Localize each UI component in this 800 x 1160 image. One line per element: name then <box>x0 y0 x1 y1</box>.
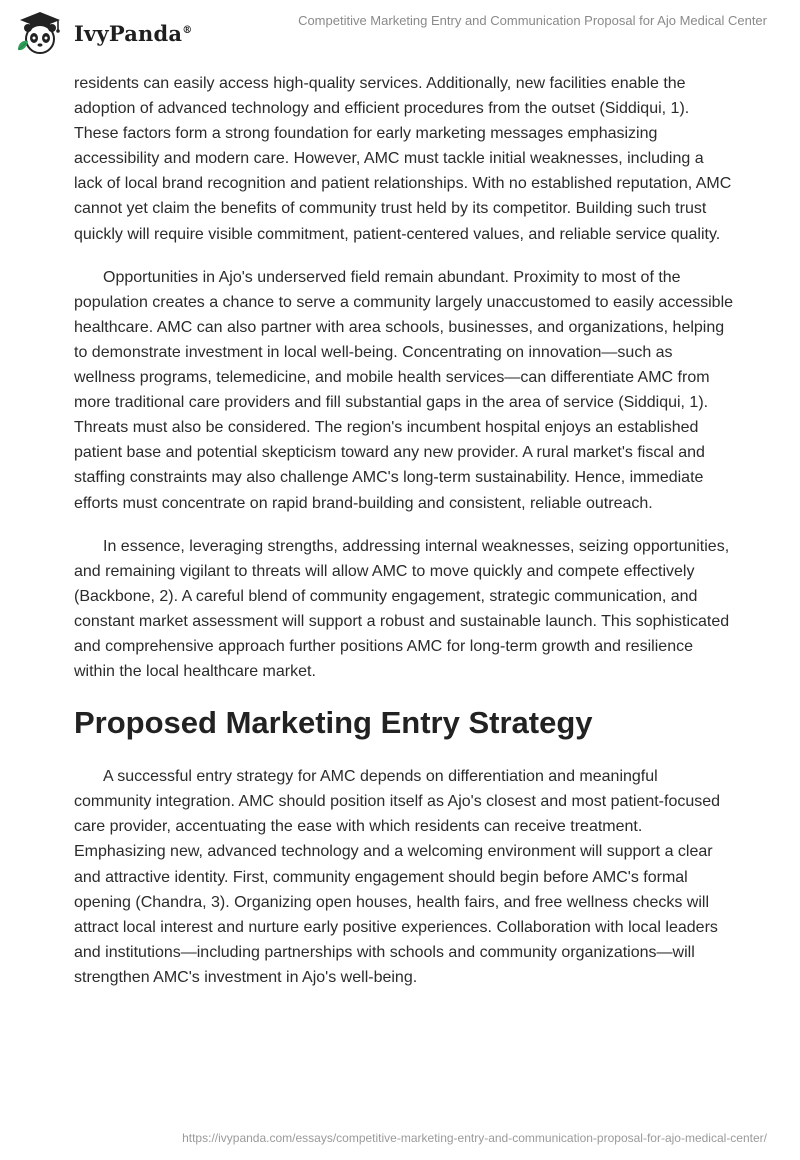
essay-content <box>74 71 734 1008</box>
document-title: Competitive Marketing Entry and Communication Proposal for Ajo Medical Center <box>298 13 767 28</box>
paragraph-opportunities-threats: Opportunities in Ajo's underserved field remain abundant. Proximity to most of the population creates a chance to serve a community largely unaccustomed to easily accessible healthcare. AMC can also partner with area schools, businesses, and organizations, helping to demonstrate investment in local well-being. Concentrating on innovation—such as wellness programs, telemedicine, and mobile health services—can differentiate AMC from more traditional care providers and fill substantial gaps in the area of service (Siddiqui, 1). Threats must also be considered. The region's incumbent hospital enjoys an established patient base and potential skepticism toward any new provider. A rural market's fiscal and staffing constraints may also challenge AMC's long-term sustainability. Hence, immediate efforts must concentrate on rapid brand-building and consistent, reliable outreach. <box>74 268 734 512</box>
registered-mark: ® <box>182 24 193 36</box>
ivypanda-logo[interactable] <box>14 10 192 56</box>
paragraph-entry-strategy: A successful entry strategy for AMC depends on differentiation and meaningful community integration. AMC should position itself as Ajo's closest and most patient-focused care provider, accentuating the ease with which residents can receive treatment. Emphasizing new, advanced technology and a welcoming environment will support a clear and attractive identity. First, community engagement should begin before AMC's formal opening (Chandra, 3). Organizing open houses, health fairs, and free wellness checks will attract local interest and nurture early positive experiences. Collaboration with local leaders and institutions—including partnerships with schools and community organizations—will strengthen AMC's investment in Ajo's well-being. <box>74 768 721 986</box>
section-heading: Proposed Marketing Entry Strategy <box>74 705 593 741</box>
source-url[interactable]: https://ivypanda.com/essays/competitive-marketing-entry-and-communication-proposal-for-ajo-medical-center/ <box>182 1131 767 1145</box>
paragraph-strengths-weaknesses: residents can easily access high-quality services. Additionally, new facilities enable the adoption of advanced technology and efficient procedures from the outset (Siddiqui, 1). These factors form a strong foundation for early marketing messages emphasizing accessibility and modern care. However, AMC must tackle initial weaknesses, including a lack of local brand recognition and patient relationships. With no established reputation, AMC cannot yet claim the benefits of community trust held by its competitor. Building such trust quickly will require visible commitment, patient-centered values, and reliable service quality. <box>74 75 732 243</box>
paragraph-swot-summary: In essence, leveraging strengths, addressing internal weaknesses, seizing opportunities, and remaining vigilant to threats will allow AMC to move quickly and compete effectively (Backbone, 2). A careful blend of community engagement, strategic communication, and constant market assessment will support a robust and sustainable launch. This sophisticated and comprehensive approach further positions AMC for long-term growth and resilience within the local healthcare market. <box>74 537 730 681</box>
panda-graduate-icon <box>14 10 66 56</box>
page-header <box>0 0 800 70</box>
brand-name: IvyPanda® <box>74 20 193 46</box>
